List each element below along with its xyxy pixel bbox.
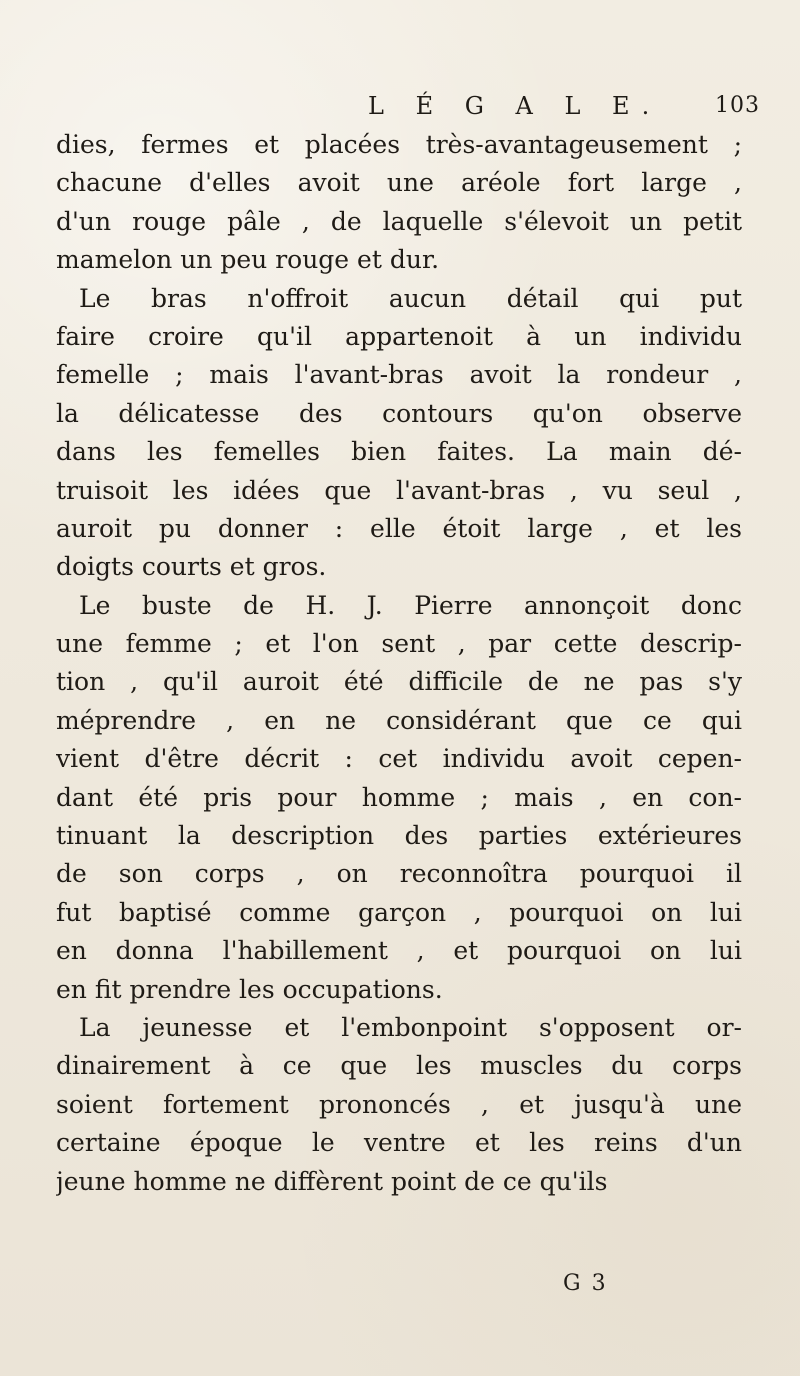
text-line: en fit prendre les occupations.: [56, 974, 443, 1004]
signature-mark: G 3: [563, 1271, 608, 1296]
text-line: la délicatesse des contours qu'on observe: [56, 398, 742, 428]
text-line: en donna l'habillement , et pourquoi on lui: [56, 936, 742, 966]
running-title: L É G A L E.: [368, 92, 662, 120]
text-line: auroit pu donner : elle étoit large , et les: [56, 513, 742, 543]
text-line: dant été pris pour homme ; mais , en con-: [56, 782, 742, 812]
text-line: doigts courts et gros.: [56, 552, 327, 582]
text-line: faire croire qu'il appartenoit à un individu: [56, 321, 742, 351]
text-line: vient d'être décrit : cet individu avoit cepen-: [56, 744, 742, 774]
text-line: tion , qu'il auroit été difficile de ne pas s'y: [56, 667, 742, 697]
text-line: dies, fermes et placées très-avantageusement ;: [56, 130, 742, 159]
text-line: truisoit les idées que l'avant-bras , vu seul ,: [56, 475, 742, 505]
text-line: d'un rouge pâle , de laquelle s'élevoit un petit: [56, 206, 742, 236]
page-number: 103: [715, 93, 760, 118]
text-line: dinairement à ce que les muscles du corps: [56, 1051, 742, 1081]
text-line: soient fortement prononcés , et jusqu'à une: [56, 1089, 742, 1119]
text-line: mamelon un peu rouge et dur.: [56, 245, 440, 275]
text-line: de son corps , on reconnoîtra pourquoi il: [56, 859, 742, 889]
text-line: jeune homme ne diffèrent point de ce qu'ils: [56, 1166, 608, 1196]
text-line: certaine époque le ventre et les reins d'un: [56, 1128, 742, 1158]
text-line: chacune d'elles avoit une aréole fort large ,: [56, 168, 742, 198]
text-line: femelle ; mais l'avant-bras avoit la rondeur ,: [56, 360, 742, 390]
main-text-block: [56, 126, 742, 1201]
text-line: fut baptisé comme garçon , pourquoi on lui: [56, 897, 742, 927]
page-header: [0, 92, 800, 122]
text-line: une femme ; et l'on sent , par cette descrip-: [56, 629, 742, 659]
text-line: dans les femelles bien faites. La main dé-: [56, 437, 742, 467]
text-line: Le bras n'offroit aucun détail qui put: [79, 283, 742, 313]
text-line: La jeunesse et l'embonpoint s'opposent or-: [79, 1012, 742, 1042]
text-line: méprendre , en ne considérant que ce qui: [56, 705, 742, 735]
text-line: Le buste de H. J. Pierre annonçoit donc: [79, 590, 742, 620]
text-line: tinuant la description des parties extérieures: [56, 821, 742, 851]
